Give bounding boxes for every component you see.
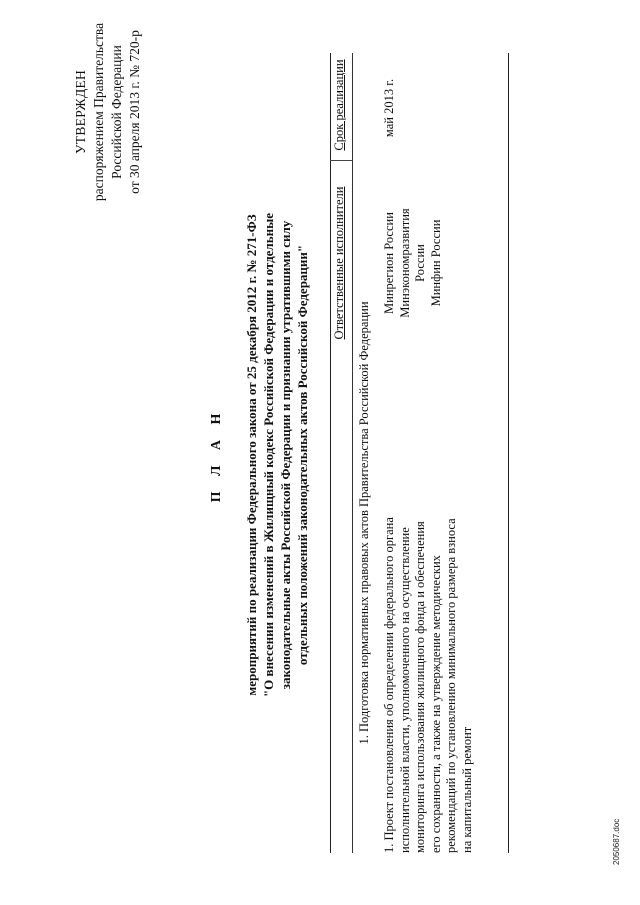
plan-heading: П Л А Н <box>209 407 224 503</box>
row-description-line: мониторинга использования жилищного фонда и обеспечения <box>413 521 427 853</box>
executor: Минфин России <box>428 219 443 307</box>
title-line: "О внесении изменений в Жилищный кодекс Российской Федерации и отдельные <box>261 212 276 698</box>
row-description <box>382 513 475 853</box>
header-executors: Ответственные исполнители <box>332 186 346 340</box>
title-line: мероприятий по реализации Федерального закона от 25 декабря 2012 г. № 271-ФЗ <box>244 214 259 696</box>
file-code: 2050687.doc <box>612 818 621 865</box>
row-description-line: 1. Проект постановления об определении федерального органа <box>382 517 396 853</box>
table-bottom-border <box>508 53 509 853</box>
approval-line: Российской Федерации <box>109 45 124 179</box>
section-heading: 1. Подготовка нормативных правовых актов Правительства Российской Федерации <box>357 301 371 745</box>
executor: Минрегион России <box>382 212 396 314</box>
row-description-line: рекомендаций по установлению минимального размера взноса <box>444 518 458 853</box>
title-line: законодательные акты Российской Федерации и признании утратившими силу <box>278 220 293 690</box>
header-bottom-border <box>352 53 353 853</box>
table-top-border <box>330 53 331 853</box>
row-description-line: на капитальный ремонт <box>459 726 474 853</box>
row-description-line: исполнительной власти, уполномоченного на осуществление <box>397 527 412 853</box>
header-separator <box>330 160 352 161</box>
plan-table <box>330 53 580 853</box>
approval-line: распоряжением Правительства <box>91 22 106 202</box>
approval-heading: УТВЕРЖДЕН <box>73 69 88 155</box>
title-line: отдельных положений законодательных актов Российской Федерации" <box>295 244 310 666</box>
document-title <box>208 175 311 735</box>
row-executors <box>382 188 444 338</box>
approval-block <box>72 22 144 202</box>
row-description-line: его сохранности, а также на утверждение методических <box>428 555 443 853</box>
approval-line: от 30 апреля 2013 г. № 720-р <box>127 30 142 194</box>
row-deadline: май 2013 г. <box>382 78 396 138</box>
executor: Минэкономразвития России <box>397 208 427 318</box>
header-deadline: Срок реализации <box>332 59 346 151</box>
